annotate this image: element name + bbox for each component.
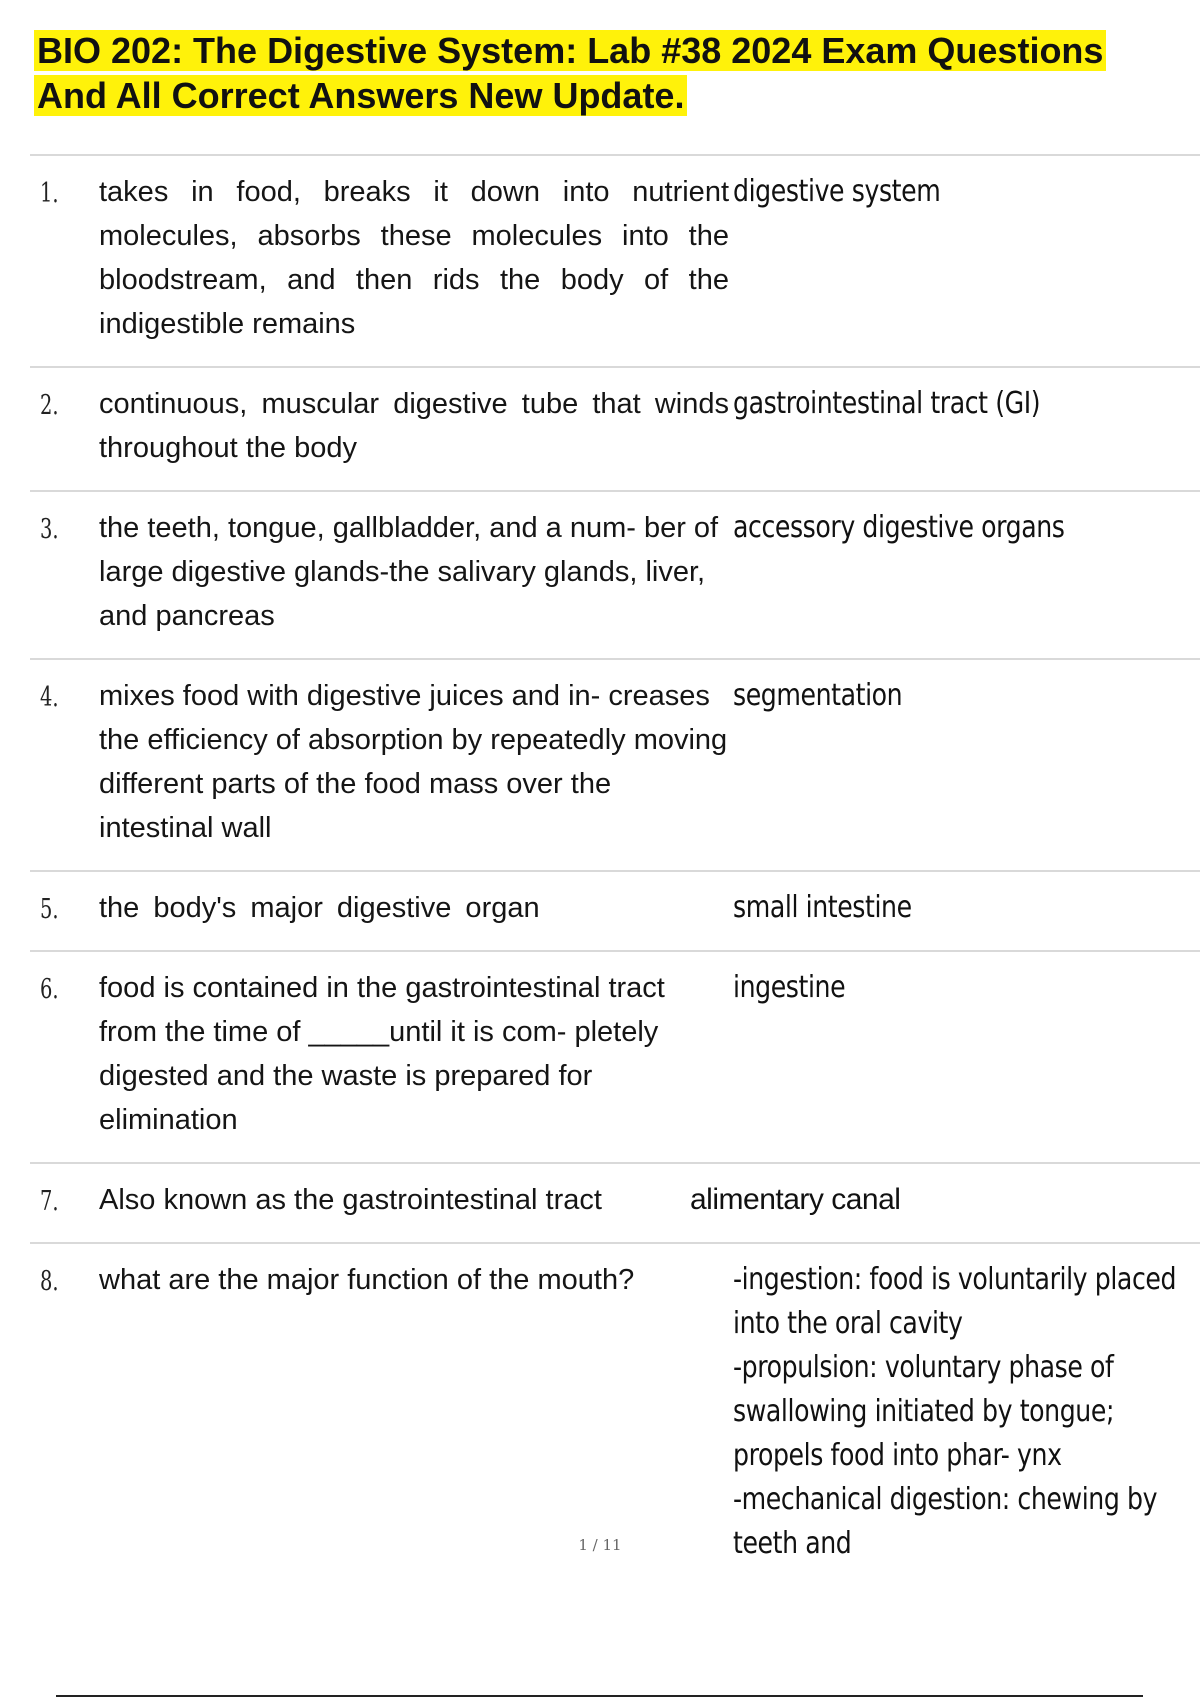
qa-row-4 — [30, 660, 1200, 872]
qa-row-3 — [30, 492, 1200, 660]
answer-text: ingestine — [733, 970, 846, 1005]
document-title-line-2: And All Correct Answers New Update. — [34, 75, 687, 116]
question-text: food is contained in the gastrointestinal tract from the time of _____until it is com- pletely digested and the waste is prepared for elimination — [99, 972, 665, 1136]
qa-row-5 — [30, 872, 1200, 952]
question-number: 6. — [40, 974, 59, 1005]
page-number: 1 / 11 — [578, 1536, 622, 1554]
document-title-line-1: BIO 202: The Digestive System: Lab #38 2024 Exam Questions — [34, 30, 1106, 71]
question-number: 8. — [40, 1266, 59, 1297]
qa-row-2 — [30, 368, 1200, 492]
answer-text: -ingestion: food is voluntarily placed into the oral cavity -propulsion: voluntary phase of swallowing initiated by tongue; propels food into phar- ynx -mechanical digestion: chewing by teeth and — [733, 1262, 1177, 1561]
answer-text: digestive system — [733, 174, 941, 209]
answer-text: small intestine — [733, 890, 912, 925]
question-number: 7. — [40, 1186, 59, 1217]
qa-row-6 — [30, 952, 1200, 1164]
answer-text: segmentation — [733, 678, 903, 713]
qa-row-1 — [30, 156, 1200, 368]
answer-text: alimentary canal — [690, 1183, 901, 1216]
question-number: 4. — [40, 682, 59, 713]
question-number: 1. — [40, 178, 59, 209]
question-text: takes in food, breaks it down into nutrient molecules, absorbs these molecules into the bloodstream, and then rids the body of the indigestible remains — [99, 176, 729, 340]
question-text: the teeth, tongue, gallbladder, and a num- ber of large digestive glands-the salivary glands, liver, and pancreas — [99, 512, 719, 632]
question-text: continuous, muscular digestive tube that winds throughout the body — [99, 388, 729, 464]
question-number: 3. — [40, 514, 59, 545]
question-number: 5. — [40, 894, 59, 925]
question-number: 2. — [40, 390, 59, 421]
footer-divider — [56, 1695, 1143, 1697]
answer-text: accessory digestive organs — [733, 510, 1065, 545]
question-text: mixes food with digestive juices and in- creases the efficiency of absorption by repeatedly moving different parts of the food mass over the intestinal wall — [99, 680, 728, 844]
question-text: Also known as the gastrointestinal tract — [99, 1184, 602, 1216]
question-text: the body's major digestive organ — [99, 892, 540, 924]
question-text: what are the major function of the mouth? — [99, 1264, 635, 1296]
document-title — [34, 28, 1174, 118]
qa-row-7 — [30, 1164, 1200, 1244]
answer-text: gastrointestinal tract (GI) — [733, 386, 1041, 421]
